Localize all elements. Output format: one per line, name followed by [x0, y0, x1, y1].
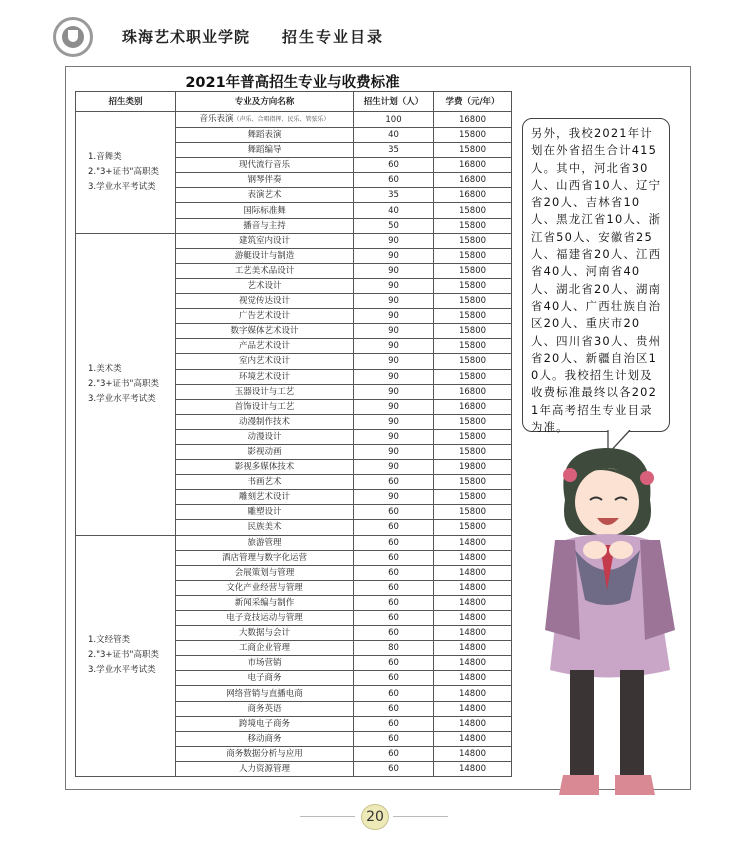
- major-name: 动漫制作技术: [238, 416, 290, 427]
- enrollment-plan-cell: 100: [354, 112, 434, 128]
- speech-bubble: 另外，我校2021年计划在外省招生合计415人。其中，河北省30人、山西省10人、辽宁省20人、吉林省10人、黑龙江省10人、浙江省50人、安徽省25人、福建省20人、江西省40人、河南省40人、湖北省20人、湖南省40人、广西壮族自治区20人、重庆市20人、四川省30人、贵州省20人、新疆自治区10人。我校招生计划及收费标准最终以各2021年高考招生专业目录为准。: [522, 118, 670, 432]
- tuition-fee-cell: 16800: [434, 173, 512, 188]
- tuition-fee-cell: 15800: [434, 444, 512, 459]
- major-name: 书画艺术: [247, 477, 282, 488]
- enrollment-plan-cell: 40: [354, 203, 434, 218]
- enrollment-plan-cell: 60: [354, 535, 434, 550]
- tuition-fee-cell: 16800: [434, 399, 512, 414]
- enrollment-plan-cell: 35: [354, 188, 434, 203]
- enrollment-plan-cell: 60: [354, 580, 434, 595]
- tuition-fee-cell: 15800: [434, 128, 512, 143]
- major-name-cell: [176, 429, 354, 444]
- enrollment-plan-cell: 90: [354, 278, 434, 293]
- major-name-cell: [176, 490, 354, 505]
- header-category: 招生类别: [76, 92, 176, 112]
- header-plan: 招生计划（人）: [354, 92, 434, 112]
- enrollment-plan-cell: 60: [354, 158, 434, 173]
- major-name: 商务数据分析与应用: [226, 748, 303, 759]
- major-name: 雕刻艺术设计: [238, 492, 290, 503]
- major-name: 工商企业管理: [238, 643, 290, 654]
- enrollment-plan-cell: 80: [354, 641, 434, 656]
- school-logo: [53, 17, 93, 57]
- category-line: 3.学业水平考试类: [88, 393, 156, 404]
- enrollment-plan-cell: 90: [354, 429, 434, 444]
- tuition-fee-cell: 14800: [434, 701, 512, 716]
- major-name-cell: [176, 414, 354, 429]
- enrollment-plan-cell: 60: [354, 671, 434, 686]
- category-cell: [76, 233, 176, 535]
- major-name: 工艺美术品设计: [234, 265, 295, 276]
- enrollment-plan-cell: 90: [354, 384, 434, 399]
- major-name: 钢琴伴奏: [247, 175, 282, 186]
- tuition-fee-cell: 14800: [434, 746, 512, 761]
- major-name-cell: [176, 173, 354, 188]
- enrollment-plan-cell: 90: [354, 294, 434, 309]
- major-name-cell: [176, 641, 354, 656]
- enrollment-plan-cell: 90: [354, 460, 434, 475]
- tuition-fee-cell: 14800: [434, 565, 512, 580]
- major-name-cell: [176, 611, 354, 626]
- tuition-fee-cell: 15800: [434, 369, 512, 384]
- enrollment-plan-cell: 60: [354, 595, 434, 610]
- major-name: 表演艺术: [247, 190, 282, 201]
- tuition-fee-cell: 15800: [434, 505, 512, 520]
- major-name: 建筑室内设计: [238, 235, 290, 246]
- tuition-fee-cell: 14800: [434, 671, 512, 686]
- major-name: 影视动画: [247, 447, 282, 458]
- enrollment-plan-cell: 60: [354, 716, 434, 731]
- tuition-fee-cell: 16800: [434, 112, 512, 128]
- table-header-row: [76, 92, 512, 112]
- category-line: 1.文经管类: [88, 635, 131, 646]
- major-name-cell: [176, 595, 354, 610]
- major-name-cell: [176, 248, 354, 263]
- enrollment-plan-cell: 60: [354, 626, 434, 641]
- tuition-fee-cell: 15800: [434, 218, 512, 233]
- majors-fee-table: [75, 91, 512, 777]
- tuition-fee-cell: 14800: [434, 626, 512, 641]
- major-name-cell: [176, 505, 354, 520]
- major-name-cell: [176, 520, 354, 535]
- major-name-cell: [176, 294, 354, 309]
- tuition-fee-cell: 15800: [434, 324, 512, 339]
- major-name: 艺术设计: [247, 280, 282, 291]
- major-note: （声乐、合唱指挥、民乐、管弦乐）: [233, 116, 330, 123]
- page-number: 20: [361, 804, 389, 830]
- tuition-fee-cell: 15800: [434, 294, 512, 309]
- category-line: 2."3+证书"高职类: [88, 650, 159, 661]
- enrollment-plan-cell: 60: [354, 731, 434, 746]
- enrollment-plan-cell: 90: [354, 369, 434, 384]
- major-name-cell: [176, 233, 354, 248]
- table-row: [76, 233, 512, 248]
- major-name: 游艇设计与制造: [234, 250, 295, 261]
- tuition-fee-cell: 15800: [434, 429, 512, 444]
- tuition-fee-cell: 16800: [434, 384, 512, 399]
- major-name: 雕塑设计: [247, 507, 282, 518]
- category-line: 2."3+证书"高职类: [88, 166, 159, 177]
- tuition-fee-cell: 15800: [434, 354, 512, 369]
- major-name-cell: [176, 309, 354, 324]
- enrollment-plan-cell: 40: [354, 128, 434, 143]
- major-name: 播音与主持: [243, 220, 286, 231]
- major-name-cell: [176, 143, 354, 158]
- tuition-fee-cell: 15800: [434, 520, 512, 535]
- category-line: 3.学业水平考试类: [88, 181, 156, 192]
- enrollment-plan-cell: 60: [354, 173, 434, 188]
- major-name-cell: [176, 354, 354, 369]
- tuition-fee-cell: 15800: [434, 203, 512, 218]
- enrollment-plan-cell: 90: [354, 309, 434, 324]
- major-name-cell: [176, 671, 354, 686]
- enrollment-plan-cell: 90: [354, 233, 434, 248]
- enrollment-plan-cell: 90: [354, 339, 434, 354]
- major-name-cell: [176, 112, 354, 128]
- tuition-fee-cell: 15800: [434, 143, 512, 158]
- tuition-fee-cell: 19800: [434, 460, 512, 475]
- tuition-fee-cell: 14800: [434, 761, 512, 776]
- major-name-cell: [176, 369, 354, 384]
- enrollment-plan-cell: 90: [354, 324, 434, 339]
- major-name: 首饰设计与工艺: [234, 401, 295, 412]
- major-name-cell: [176, 218, 354, 233]
- header-fee: 学费（元/年）: [434, 92, 512, 112]
- tuition-fee-cell: 15800: [434, 475, 512, 490]
- major-name-cell: [176, 475, 354, 490]
- major-name-cell: [176, 384, 354, 399]
- major-name: 玉器设计与工艺: [234, 386, 295, 397]
- enrollment-plan-cell: 60: [354, 505, 434, 520]
- major-name-cell: [176, 128, 354, 143]
- major-name-cell: [176, 399, 354, 414]
- enrollment-plan-cell: 60: [354, 565, 434, 580]
- tuition-fee-cell: 16800: [434, 188, 512, 203]
- major-name: 现代流行音乐: [238, 160, 290, 171]
- tuition-fee-cell: 14800: [434, 580, 512, 595]
- section-title: 招生专业目录: [282, 28, 385, 46]
- major-name: 视觉传达设计: [238, 296, 290, 307]
- major-name-cell: [176, 626, 354, 641]
- major-name-cell: [176, 716, 354, 731]
- tuition-fee-cell: 14800: [434, 686, 512, 701]
- major-name: 舞蹈编导: [247, 145, 282, 156]
- header-major: 专业及方向名称: [176, 92, 354, 112]
- major-name-cell: [176, 444, 354, 459]
- table-row: [76, 112, 512, 128]
- enrollment-plan-cell: 60: [354, 550, 434, 565]
- table-title: 2021年普高招生专业与收费标准: [185, 75, 400, 91]
- major-name: 影视多媒体技术: [234, 462, 295, 473]
- enrollment-plan-cell: 60: [354, 686, 434, 701]
- major-name: 新闻采编与制作: [234, 597, 295, 608]
- tuition-fee-cell: 15800: [434, 339, 512, 354]
- school-name: 珠海艺术职业学院: [122, 28, 251, 46]
- major-name-cell: [176, 263, 354, 278]
- footer-line-right: [393, 816, 448, 817]
- tuition-fee-cell: 16800: [434, 158, 512, 173]
- major-name-cell: [176, 731, 354, 746]
- major-name-cell: [176, 686, 354, 701]
- category-line: 3.学业水平考试类: [88, 665, 156, 676]
- major-name-cell: [176, 535, 354, 550]
- enrollment-plan-cell: 90: [354, 263, 434, 278]
- major-name-cell: [176, 656, 354, 671]
- major-name: 广告艺术设计: [238, 311, 290, 322]
- footer-line-left: [300, 816, 355, 817]
- major-name-cell: [176, 746, 354, 761]
- major-name-cell: [176, 701, 354, 716]
- enrollment-plan-cell: 60: [354, 656, 434, 671]
- major-name: 文化产业经营与管理: [226, 582, 303, 593]
- major-name: 网络营销与直播电商: [226, 688, 303, 699]
- major-name: 电子商务: [247, 673, 282, 684]
- enrollment-plan-cell: 60: [354, 701, 434, 716]
- tuition-fee-cell: 14800: [434, 641, 512, 656]
- enrollment-plan-cell: 90: [354, 414, 434, 429]
- tuition-fee-cell: 15800: [434, 414, 512, 429]
- major-name: 人力资源管理: [238, 763, 290, 774]
- category-line: 1.美术类: [88, 363, 122, 374]
- category-cell: [76, 535, 176, 777]
- enrollment-plan-cell: 50: [354, 218, 434, 233]
- major-name: 大数据与会计: [238, 628, 290, 639]
- enrollment-plan-cell: 90: [354, 490, 434, 505]
- major-name: 旅游管理: [247, 537, 282, 548]
- enrollment-plan-cell: 90: [354, 399, 434, 414]
- major-name: 动漫设计: [247, 431, 282, 442]
- major-name: 国际标准舞: [243, 205, 286, 216]
- enrollment-plan-cell: 60: [354, 611, 434, 626]
- tuition-fee-cell: 14800: [434, 611, 512, 626]
- tuition-fee-cell: 14800: [434, 716, 512, 731]
- major-name-cell: [176, 565, 354, 580]
- tuition-fee-cell: 14800: [434, 731, 512, 746]
- tuition-fee-cell: 15800: [434, 490, 512, 505]
- category-line: 2."3+证书"高职类: [88, 378, 159, 389]
- major-name: 电子竞技运动与管理: [226, 613, 303, 624]
- tuition-fee-cell: 15800: [434, 248, 512, 263]
- tuition-fee-cell: 14800: [434, 550, 512, 565]
- major-name: 音乐表演: [199, 114, 234, 124]
- category-line: 1.音舞类: [88, 151, 122, 162]
- major-name: 市场营销: [247, 658, 282, 669]
- table-row: [76, 535, 512, 550]
- major-name-cell: [176, 580, 354, 595]
- major-name-cell: [176, 278, 354, 293]
- major-name-cell: [176, 339, 354, 354]
- major-name: 数字媒体艺术设计: [230, 326, 299, 337]
- major-name-cell: [176, 203, 354, 218]
- major-name: 民族美术: [247, 522, 282, 533]
- major-name: 酒店管理与数字化运营: [221, 552, 307, 563]
- major-name: 舞蹈表演: [247, 130, 282, 141]
- major-name: 产品艺术设计: [238, 341, 290, 352]
- tuition-fee-cell: 15800: [434, 263, 512, 278]
- major-name-cell: [176, 324, 354, 339]
- tuition-fee-cell: 14800: [434, 535, 512, 550]
- tuition-fee-cell: 15800: [434, 278, 512, 293]
- mascot-character-illustration: [535, 440, 685, 815]
- major-name: 商务英语: [247, 703, 282, 714]
- enrollment-plan-cell: 35: [354, 143, 434, 158]
- major-name: 会展策划与管理: [234, 567, 295, 578]
- major-name: 室内艺术设计: [238, 356, 290, 367]
- major-name-cell: [176, 188, 354, 203]
- major-name: 环境艺术设计: [238, 371, 290, 382]
- category-cell: [76, 112, 176, 234]
- tuition-fee-cell: 14800: [434, 656, 512, 671]
- major-name-cell: [176, 761, 354, 776]
- enrollment-plan-cell: 60: [354, 746, 434, 761]
- enrollment-plan-cell: 90: [354, 444, 434, 459]
- tuition-fee-cell: 15800: [434, 233, 512, 248]
- tuition-fee-cell: 14800: [434, 595, 512, 610]
- enrollment-plan-cell: 90: [354, 248, 434, 263]
- enrollment-plan-cell: 60: [354, 520, 434, 535]
- enrollment-plan-cell: 60: [354, 475, 434, 490]
- major-name: 跨境电子商务: [238, 718, 290, 729]
- major-name: 移动商务: [247, 733, 282, 744]
- major-name-cell: [176, 460, 354, 475]
- tuition-fee-cell: 15800: [434, 309, 512, 324]
- major-name-cell: [176, 550, 354, 565]
- enrollment-plan-cell: 90: [354, 354, 434, 369]
- major-name-cell: [176, 158, 354, 173]
- enrollment-plan-cell: 60: [354, 761, 434, 776]
